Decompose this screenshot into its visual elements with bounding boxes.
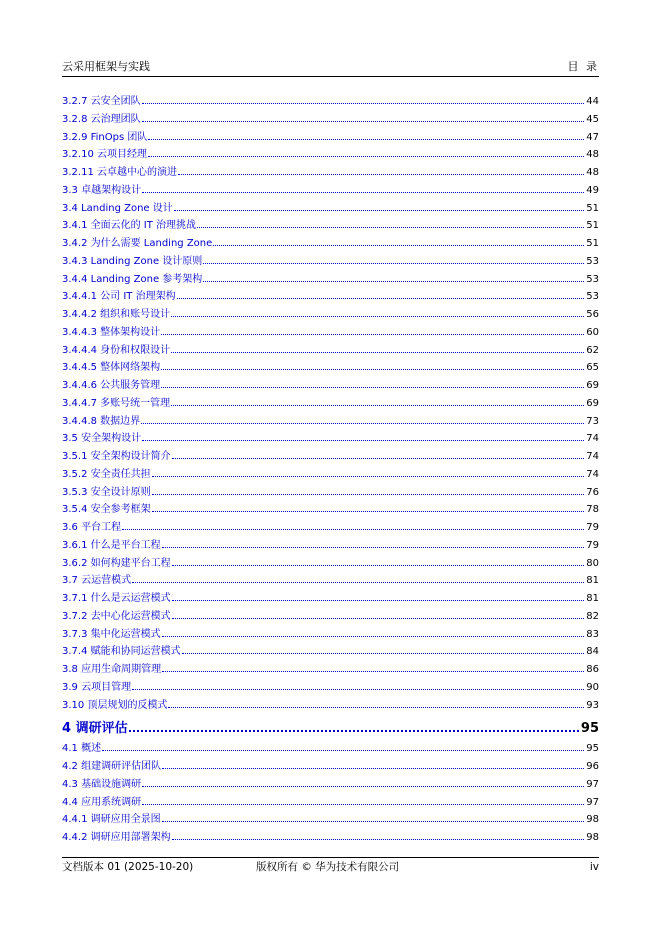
toc-entry[interactable]	[62, 794, 599, 812]
toc-entry-label[interactable]: 3.4.1 全面云化的 IT 治理挑战	[62, 220, 197, 232]
toc-leader-dots	[161, 333, 584, 335]
toc-leader-dots	[203, 262, 584, 264]
toc-entry-page[interactable]: 47	[586, 131, 599, 143]
toc-entry-page[interactable]: 60	[586, 326, 599, 338]
toc-entry-label[interactable]: 3.4.4.1 公司 IT 治理架构	[62, 291, 176, 303]
toc-entry-label[interactable]: 3.5.2 安全责任共担	[62, 468, 151, 480]
toc-entry[interactable]	[62, 608, 599, 626]
toc-entry-page[interactable]: 51	[586, 220, 599, 232]
toc-entry[interactable]	[62, 200, 599, 218]
page-footer	[62, 857, 599, 875]
toc-entry-page[interactable]: 51	[586, 202, 599, 214]
toc-entry-page[interactable]: 74	[586, 433, 599, 445]
toc-leader-dots	[168, 706, 584, 708]
toc-entry-page[interactable]: 97	[586, 778, 599, 790]
toc-entry-label[interactable]: 4.1 概述	[62, 743, 102, 755]
toc-leader-dots	[142, 803, 584, 805]
toc-entry-label[interactable]: 3.4.4.7 多账号统一管理	[62, 397, 171, 409]
toc-leader-dots	[161, 386, 584, 388]
toc-entry[interactable]	[62, 555, 599, 573]
toc-entry-label[interactable]: 3.5.3 安全设计原则	[62, 486, 151, 498]
toc-entry-page[interactable]: 53	[586, 273, 599, 285]
toc-entry-page[interactable]: 98	[586, 814, 599, 826]
toc-leader-dots	[171, 351, 584, 353]
page-number: iv	[589, 861, 599, 873]
toc-entry-label[interactable]: 3.6 平台工程	[62, 522, 122, 533]
toc-leader-dots	[178, 173, 584, 175]
toc-entry-page[interactable]: 79	[586, 539, 599, 551]
toc-leader-dots	[197, 226, 584, 228]
toc-entry-label[interactable]: 4.3 基础设施调研	[62, 778, 142, 790]
toc-entry-label[interactable]: 3.7.2 去中心化运营模式	[62, 610, 171, 622]
toc-entry-label[interactable]: 3.10 顶层规划的反模式	[62, 699, 168, 711]
toc-leader-dots	[172, 599, 585, 601]
toc-entry-label[interactable]: 3.6.2 如何构建平台工程	[62, 557, 171, 569]
toc-entry-label[interactable]: 3.4.4.5 整体网络架构	[62, 362, 161, 374]
toc-entry[interactable]	[62, 679, 599, 697]
toc-leader-dots	[129, 729, 579, 732]
toc-entry-label[interactable]: 3.4.4.3 整体架构设计	[62, 326, 161, 338]
copyright-notice: 版权所有 © 华为技术有限公司	[256, 861, 400, 873]
toc-leader-dots	[172, 617, 585, 619]
toc-leader-dots	[162, 635, 585, 637]
toc-entry-page[interactable]: 56	[586, 309, 599, 320]
toc-leader-dots	[174, 209, 585, 211]
toc-entry[interactable]	[62, 129, 599, 147]
toc-entry-label[interactable]: 3.2.11 云卓越中心的演进	[62, 167, 177, 178]
toc-leader-dots	[172, 457, 585, 459]
toc-entry-page[interactable]: 79	[586, 522, 599, 533]
toc-entry-label[interactable]: 3.7.3 集中化运营模式	[62, 628, 161, 640]
toc-entry-label[interactable]: 3.4.4.2 组织和账号设计	[62, 309, 171, 320]
toc-entry[interactable]	[62, 811, 599, 829]
toc-entry-page[interactable]: 80	[586, 557, 599, 569]
toc-entry-label[interactable]: 3.4.4.4 身份和权限设计	[62, 344, 171, 356]
toc-leader-dots	[132, 688, 584, 690]
toc-entry-page[interactable]: 65	[586, 362, 599, 374]
toc-leader-dots	[162, 820, 585, 822]
toc-entry-label[interactable]: 3.2.9 FinOps 团队	[62, 131, 148, 143]
toc-entry-label[interactable]: 3.7.1 什么是云运营模式	[62, 593, 171, 604]
toc-entry[interactable]	[62, 93, 599, 111]
toc-entry-label[interactable]: 3.2.7 云安全团队	[62, 96, 141, 107]
toc-entry-label[interactable]: 3.4.4.6 公共服务管理	[62, 380, 161, 391]
document-title: 云采用框架与实践	[62, 60, 150, 73]
toc-leader-dots	[142, 191, 584, 193]
toc-entry[interactable]	[62, 572, 599, 590]
toc-leader-dots	[132, 581, 584, 583]
toc-leader-dots	[148, 155, 584, 157]
toc-entry[interactable]	[62, 484, 599, 502]
toc-entry[interactable]	[62, 253, 599, 271]
toc-entry-page[interactable]: 76	[586, 486, 599, 498]
page-header	[62, 59, 599, 77]
toc-entry-page[interactable]: 48	[586, 149, 599, 161]
toc-leader-dots	[203, 280, 584, 282]
toc-leader-dots	[171, 315, 584, 317]
section-title: 目 录	[567, 60, 599, 73]
toc-leader-dots	[172, 564, 585, 566]
toc-entry-page[interactable]: 84	[586, 646, 599, 658]
toc-entry[interactable]	[62, 182, 599, 200]
toc-entry-label[interactable]: 3.2.8 云治理团队	[62, 113, 141, 125]
toc-leader-dots	[142, 439, 584, 441]
toc-entry-label[interactable]: 3.2.10 云项目经理	[62, 149, 147, 161]
toc-entry[interactable]	[62, 359, 599, 377]
toc-entry-label[interactable]: 3.5 安全架构设计	[62, 433, 142, 445]
toc-entry[interactable]	[62, 111, 599, 129]
toc-leader-dots	[171, 404, 584, 406]
toc-entry-page[interactable]: 96	[586, 761, 599, 772]
toc-leader-dots	[161, 368, 584, 370]
toc-entry-page[interactable]: 83	[586, 628, 599, 640]
toc-entry-label[interactable]: 4.2 组建调研评估团队	[62, 761, 162, 772]
toc-entry-label[interactable]: 4.4.1 调研应用全景图	[62, 814, 161, 826]
toc-entry-page[interactable]: 81	[586, 593, 599, 604]
toc-entry[interactable]	[62, 324, 599, 342]
toc-entry[interactable]	[62, 758, 599, 776]
toc-entry-label[interactable]: 3.4.2 为什么需要 Landing Zone	[62, 238, 213, 249]
toc-entry-page[interactable]: 82	[586, 610, 599, 622]
toc-entry-label[interactable]: 3.7.4 赋能和协同运营模式	[62, 646, 181, 658]
toc-entry-page[interactable]: 78	[586, 504, 599, 516]
toc-entry-page[interactable]: 48	[586, 167, 599, 178]
toc-leader-dots	[148, 138, 584, 140]
toc-entry[interactable]	[62, 217, 599, 235]
toc-leader-dots	[213, 244, 584, 246]
toc-entry[interactable]	[62, 448, 599, 466]
document-version: 文档版本 01 (2025-10-20)	[62, 861, 194, 873]
toc-entry[interactable]	[62, 466, 599, 484]
toc-entry-label[interactable]: 3.4.3 Landing Zone 设计原则	[62, 255, 203, 267]
toc-entry[interactable]	[62, 395, 599, 413]
toc-chapter-entry[interactable]	[62, 717, 599, 740]
toc-entry-label[interactable]: 3.6.1 什么是平台工程	[62, 539, 161, 551]
toc-leader-dots	[152, 475, 585, 477]
toc-entry-page[interactable]: 90	[586, 681, 599, 693]
toc-entry-page[interactable]: 98	[586, 832, 599, 843]
toc-leader-dots	[142, 102, 585, 104]
toc-entry-label[interactable]: 3.5.4 安全参考框架	[62, 504, 151, 516]
toc-entry[interactable]	[62, 377, 599, 395]
toc-entry-page[interactable]: 69	[586, 397, 599, 409]
toc-entry-label[interactable]: 3.9 云项目管理	[62, 681, 132, 693]
toc-entry-page[interactable]: 45	[586, 113, 599, 125]
toc-entry-page[interactable]: 49	[586, 184, 599, 196]
toc-leader-dots	[152, 510, 585, 512]
toc-entry-label[interactable]: 4 调研评估	[62, 721, 128, 737]
toc-entry-label[interactable]: 4.4.2 调研应用部署架构	[62, 832, 171, 843]
toc-leader-dots	[141, 422, 584, 424]
toc-entry-label[interactable]: 3.8 应用生命周期管理	[62, 664, 162, 675]
toc-entry-page[interactable]: 81	[586, 575, 599, 587]
toc-entry[interactable]	[62, 661, 599, 679]
toc-entry-page[interactable]: 44	[586, 96, 599, 107]
toc-entry-label[interactable]: 3.4.4.8 数据边界	[62, 415, 141, 427]
toc-entry-label[interactable]: 3.4.4 Landing Zone 参考架构	[62, 273, 203, 285]
toc-entry[interactable]	[62, 643, 599, 661]
toc-entry-page[interactable]: 74	[586, 468, 599, 480]
toc-entry-page[interactable]: 93	[586, 699, 599, 711]
toc-leader-dots	[122, 528, 584, 530]
toc-leader-dots	[142, 785, 584, 787]
toc-entry[interactable]	[62, 740, 599, 758]
toc-entry[interactable]	[62, 626, 599, 644]
toc-entry-label[interactable]: 3.3 卓越架构设计	[62, 184, 142, 196]
toc-entry-page[interactable]: 51	[586, 238, 599, 249]
toc-entry-page[interactable]: 53	[586, 255, 599, 267]
toc-leader-dots	[152, 493, 585, 495]
toc-entry[interactable]	[62, 342, 599, 360]
toc-leader-dots	[162, 670, 584, 672]
toc-leader-dots	[142, 120, 585, 122]
toc-entry[interactable]	[62, 235, 599, 253]
toc-leader-dots	[182, 652, 585, 654]
toc-entry-page[interactable]: 62	[586, 344, 599, 356]
toc-entry[interactable]	[62, 413, 599, 431]
toc-entry-page[interactable]: 74	[586, 451, 599, 462]
table-of-contents	[62, 93, 599, 847]
toc-leader-dots	[172, 838, 585, 840]
toc-entry[interactable]	[62, 829, 599, 847]
toc-entry[interactable]	[62, 164, 599, 182]
toc-entry-page[interactable]: 97	[586, 796, 599, 808]
toc-entry[interactable]	[62, 501, 599, 519]
toc-entry[interactable]	[62, 697, 599, 715]
toc-entry[interactable]	[62, 306, 599, 324]
toc-leader-dots	[177, 297, 585, 299]
toc-entry-page[interactable]: 95	[580, 721, 599, 737]
toc-leader-dots	[162, 767, 584, 769]
toc-entry-label[interactable]: 3.7 云运营模式	[62, 575, 132, 587]
toc-entry[interactable]	[62, 590, 599, 608]
toc-entry-page[interactable]: 95	[586, 743, 599, 755]
toc-entry-page[interactable]: 53	[586, 291, 599, 303]
toc-entry-label[interactable]: 3.4 Landing Zone 设计	[62, 202, 173, 214]
toc-entry-label[interactable]: 4.4 应用系统调研	[62, 796, 142, 808]
toc-entry[interactable]	[62, 271, 599, 289]
toc-leader-dots	[162, 546, 585, 548]
toc-entry[interactable]	[62, 537, 599, 555]
toc-entry[interactable]	[62, 776, 599, 794]
toc-entry-page[interactable]: 69	[586, 380, 599, 391]
toc-entry-page[interactable]: 86	[586, 664, 599, 675]
toc-entry[interactable]	[62, 519, 599, 537]
toc-leader-dots	[102, 749, 584, 751]
toc-entry[interactable]	[62, 430, 599, 448]
toc-entry[interactable]	[62, 288, 599, 306]
toc-entry[interactable]	[62, 146, 599, 164]
toc-entry-page[interactable]: 73	[586, 415, 599, 427]
toc-entry-label[interactable]: 3.5.1 安全架构设计简介	[62, 451, 171, 462]
